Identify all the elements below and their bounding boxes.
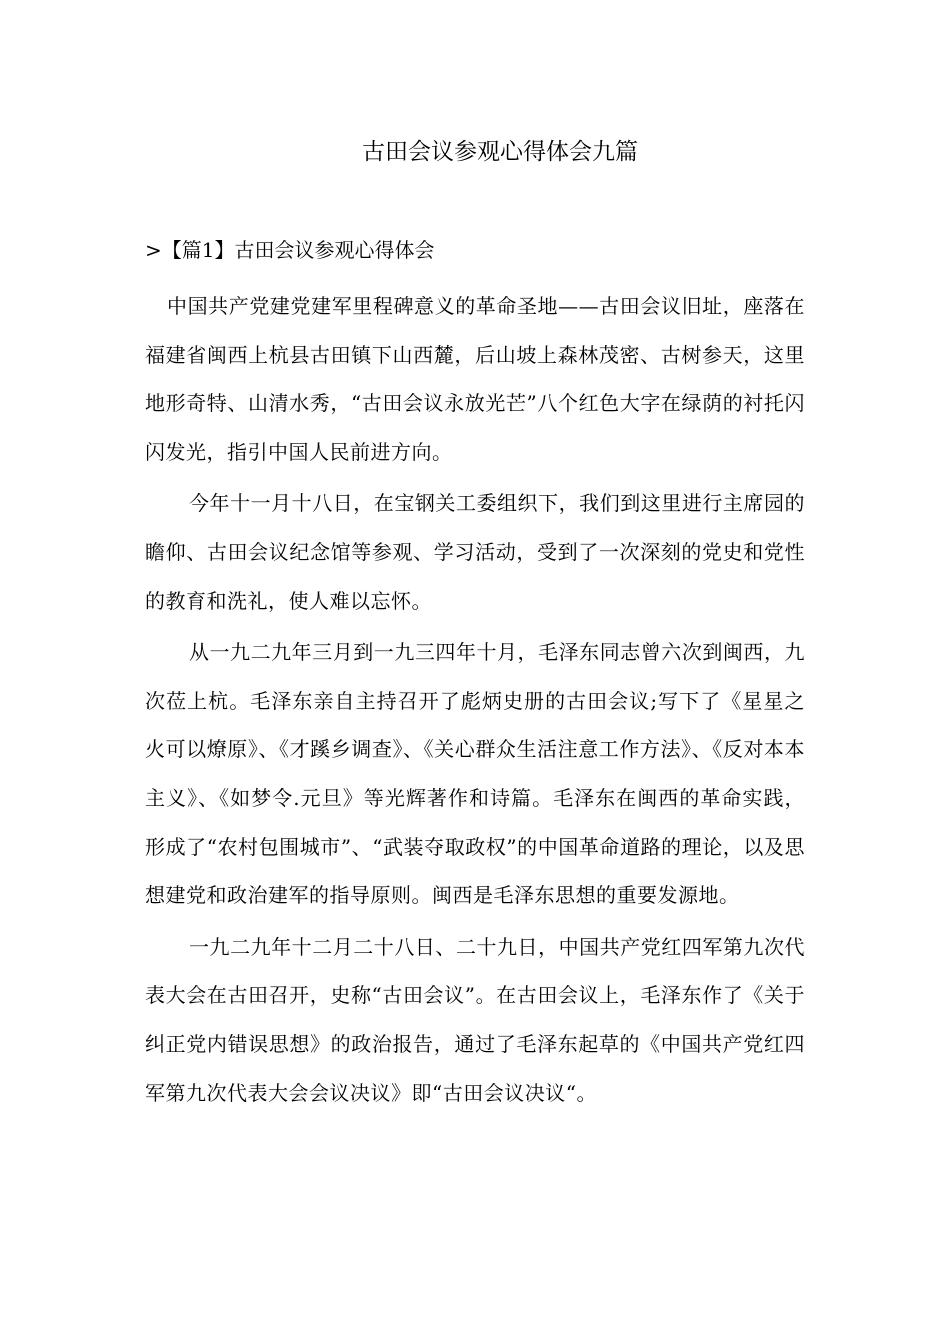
section-heading: >【篇1】古田会议参观心得体会 [145, 238, 435, 262]
paragraph-3: 从一九二九年三月到一九三四年十月，毛泽东同志曾六次到闽西，九次莅上杭。毛泽东亲自主持召开了彪炳史册的古田会议;写下了《星星之火可以燎原》、《才蹊乡调查》、《关心群众生活注意工作方法》、《反对本本主义》、《如梦令.元旦》等光辉著作和诗篇。毛泽东在闽西的革命实践，形成了“农村包围城市”、“武装夺取政权”的中国革命道路的理论，以及思想建党和政治建军的指导原则。闽西是毛泽东思想的重要发源地。 [145, 640, 805, 908]
paragraph-2: 今年十一月十八日，在宝钢关工委组织下，我们到这里进行主席园的瞻仰、古田会议纪念馆等参观、学习活动，受到了一次深刻的党史和党性的教育和洗礼，使人难以忘怀。 [145, 491, 805, 613]
paragraph-1: 中国共产党建党建军里程碑意义的革命圣地——古田会议旧址，座落在福建省闽西上杭县古田镇下山西麓，后山坡上森林茂密、古树参天，这里地形奇特、山清水秀，“古田会议永放光芒”八个红色大字在绿荫的衬托闪闪发光，指引中国人民前进方向。 [145, 294, 805, 464]
document-title: 古田会议参观心得体会九篇 [362, 139, 638, 165]
document-body [145, 282, 805, 1120]
paragraph-4: 一九二九年十二月二十八日、二十九日，中国共产党红四军第九次代表大会在古田召开，史称“古田会议”。在古田会议上，毛泽东作了《关于纠正党内错误思想》的政治报告，通过了毛泽东起草的《中国共产党红四军第九次代表大会会议决议》即“古田会议决议“。 [145, 934, 805, 1105]
